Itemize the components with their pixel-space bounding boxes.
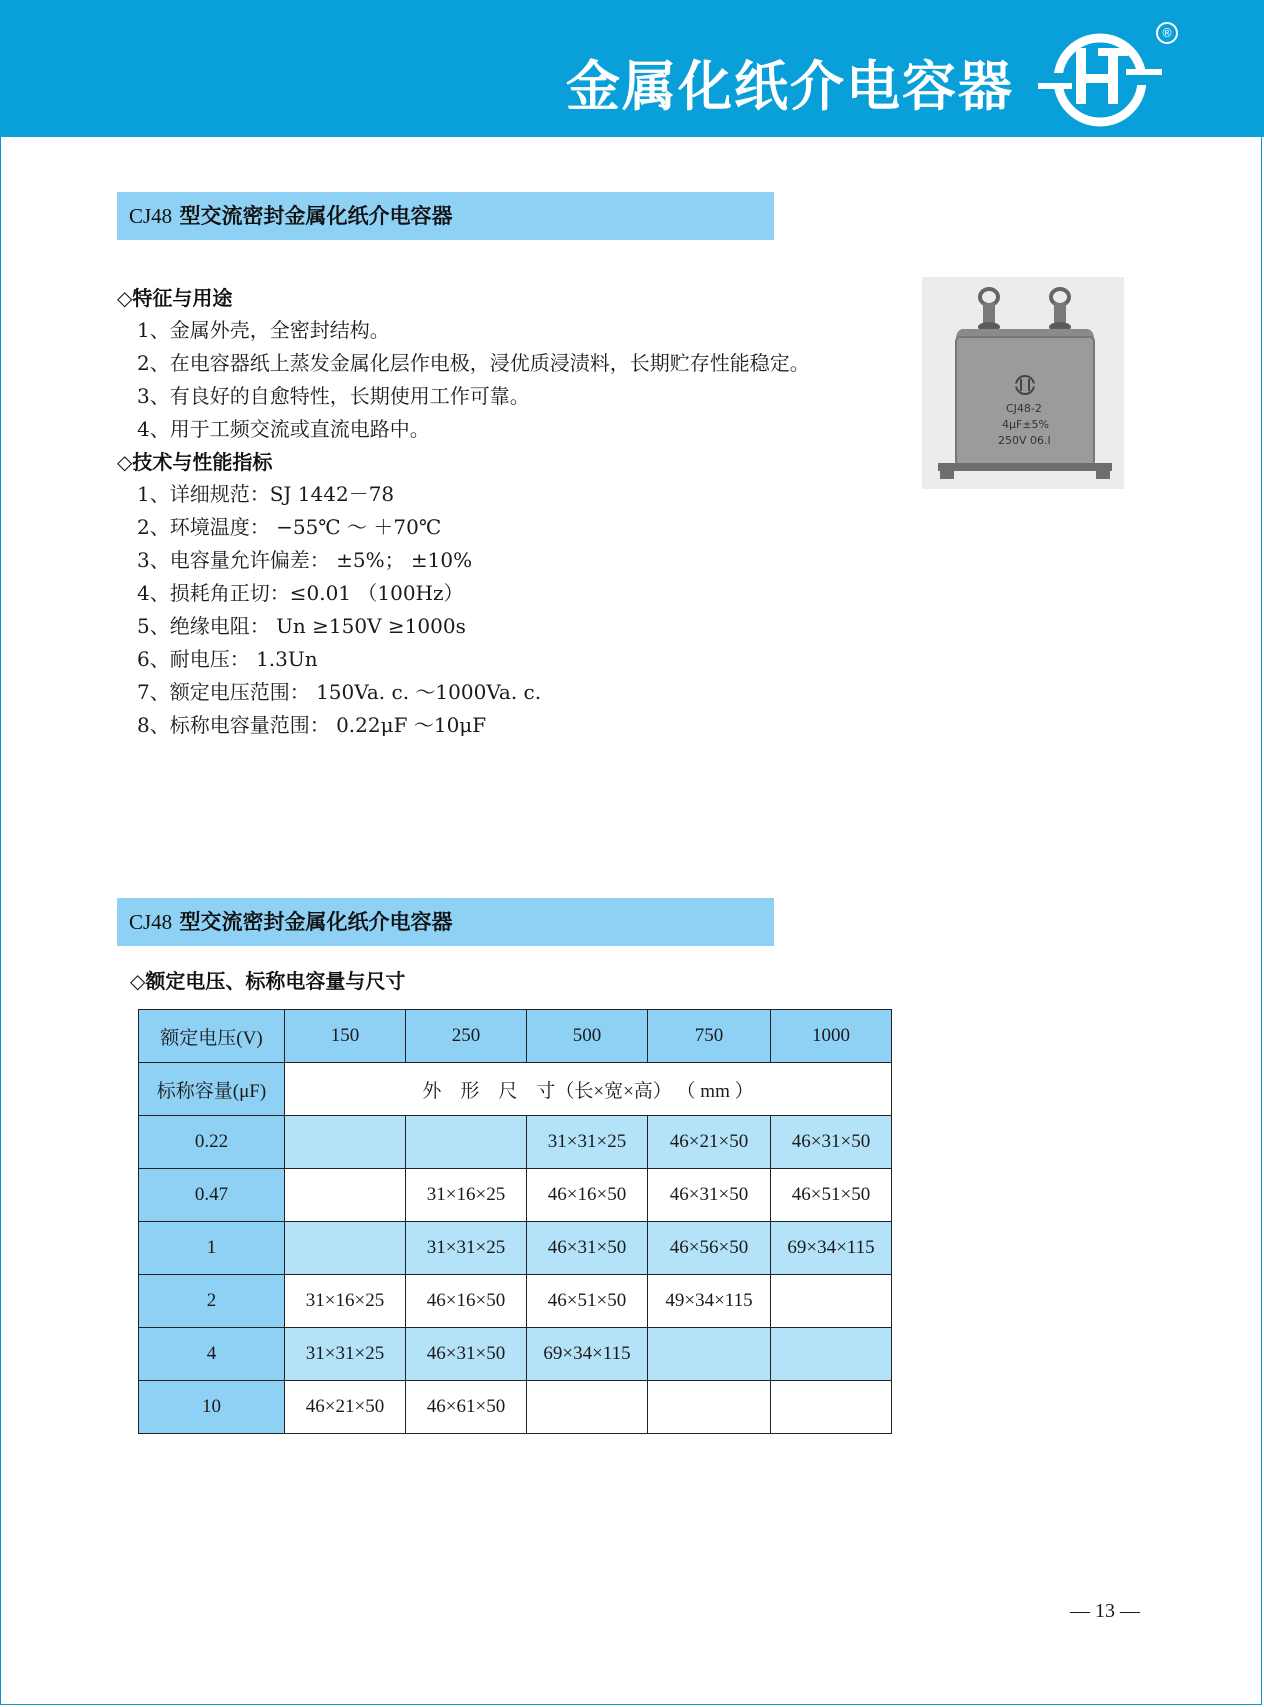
- dimension-cell: 46×21×50: [648, 1116, 771, 1169]
- dimension-cell: 31×31×25: [527, 1116, 648, 1169]
- capacity-header-row: [139, 1063, 892, 1116]
- table-row: [139, 1381, 892, 1434]
- dimension-cell: 31×16×25: [285, 1275, 406, 1328]
- dimension-cell: [527, 1381, 648, 1434]
- table-heading: ◇额定电压、标称电容量与尺寸: [130, 969, 406, 993]
- section-title-bar: [117, 192, 774, 240]
- dimension-cell: [771, 1381, 892, 1434]
- section-title: 型交流密封金属化纸介电容器: [179, 204, 453, 228]
- specs-heading: ◇技术与性能指标: [117, 450, 273, 474]
- dimension-cell: 31×31×25: [285, 1328, 406, 1381]
- capacity-cell: 4: [139, 1328, 285, 1381]
- features-heading: ◇特征与用途: [117, 286, 233, 310]
- dimension-cell: [771, 1328, 892, 1381]
- spec-item: 4、损耗角正切：≤0.01 （100Hz）: [137, 581, 464, 605]
- feature-item: 4、用于工频交流或直流电路中。: [137, 417, 430, 441]
- spec-item: 2、环境温度： −55℃ ～ ＋70℃: [137, 515, 442, 539]
- capacity-cell: 0.22: [139, 1116, 285, 1169]
- voltage-cell: 750: [648, 1010, 771, 1063]
- spec-item: 6、耐电压： 1.3Un: [137, 647, 318, 671]
- capacity-cell: 1: [139, 1222, 285, 1275]
- dimension-cell: [648, 1381, 771, 1434]
- spec-item: 3、电容量允许偏差： ±5%； ±10%: [137, 548, 473, 572]
- capacity-cell: 2: [139, 1275, 285, 1328]
- dimension-cell: [285, 1222, 406, 1275]
- dimension-cell: 46×21×50: [285, 1381, 406, 1434]
- table-row: [139, 1116, 892, 1169]
- dimension-cell: 46×51×50: [527, 1275, 648, 1328]
- dimension-cell: 46×31×50: [771, 1116, 892, 1169]
- voltage-cell: 1000: [771, 1010, 892, 1063]
- section-title-bar: [117, 898, 774, 946]
- dimension-cell: 46×16×50: [527, 1169, 648, 1222]
- feature-item: 3、有良好的自愈特性，长期使用工作可靠。: [137, 384, 530, 408]
- photo-label-rating: 250V 06.Ⅰ: [998, 434, 1051, 447]
- dimension-cell: [406, 1116, 527, 1169]
- registered-mark: ®: [1156, 22, 1178, 44]
- photo-label-value: 4μF±5%: [1002, 418, 1049, 431]
- header-title: 金属化纸介电容器: [566, 55, 1014, 118]
- dimension-cell: [648, 1328, 771, 1381]
- page-header: [0, 0, 1264, 137]
- capacity-label: 标称容量(μF): [139, 1063, 285, 1116]
- spec-item: 1、详细规范：SJ 1442－78: [137, 482, 395, 506]
- capacity-cell: 10: [139, 1381, 285, 1434]
- dimension-label: 外 形 尺 寸（长×宽×高） （ mm ）: [285, 1063, 892, 1116]
- table-row: [139, 1222, 892, 1275]
- dimension-cell: [285, 1116, 406, 1169]
- dimension-cell: 46×61×50: [406, 1381, 527, 1434]
- table-row: [139, 1169, 892, 1222]
- dimension-cell: 49×34×115: [648, 1275, 771, 1328]
- feature-item: 2、在电容器纸上蒸发金属化层作电极，浸优质浸渍料，长期贮存性能稳定。: [137, 351, 810, 375]
- dimension-cell: 46×51×50: [771, 1169, 892, 1222]
- section-model: CJ48: [129, 910, 173, 934]
- dimension-cell: [771, 1275, 892, 1328]
- section-title: 型交流密封金属化纸介电容器: [179, 910, 453, 934]
- section-model: CJ48: [129, 204, 173, 228]
- dimension-cell: 46×16×50: [406, 1275, 527, 1328]
- voltage-cell: 150: [285, 1010, 406, 1063]
- dimension-cell: 69×34×115: [527, 1328, 648, 1381]
- capacity-cell: 0.47: [139, 1169, 285, 1222]
- voltage-row: [139, 1010, 892, 1063]
- page-number: — 13 —: [1070, 1600, 1140, 1622]
- voltage-label: 额定电压(V): [139, 1010, 285, 1063]
- photo-label-model: CJ48-2: [1006, 402, 1042, 415]
- dimension-table: [138, 1009, 892, 1434]
- table-row: [139, 1328, 892, 1381]
- dimension-cell: 69×34×115: [771, 1222, 892, 1275]
- dimension-cell: [285, 1169, 406, 1222]
- dimension-cell: 46×31×50: [527, 1222, 648, 1275]
- spec-item: 8、标称电容量范围： 0.22μF ～10μF: [137, 713, 487, 737]
- dimension-cell: 31×16×25: [406, 1169, 527, 1222]
- dimension-cell: 46×56×50: [648, 1222, 771, 1275]
- dimension-cell: 31×31×25: [406, 1222, 527, 1275]
- spec-item: 5、绝缘电阻： Un ≥150V ≥1000s: [137, 614, 466, 638]
- feature-item: 1、金属外壳，全密封结构。: [137, 318, 390, 342]
- dimension-cell: 46×31×50: [648, 1169, 771, 1222]
- capacitor-photo: [922, 277, 1124, 489]
- dimension-cell: 46×31×50: [406, 1328, 527, 1381]
- spec-item: 7、额定电压范围： 150Va. c. ～1000Va. c.: [137, 680, 542, 704]
- brand-logo: [1038, 22, 1178, 128]
- voltage-cell: 250: [406, 1010, 527, 1063]
- voltage-cell: 500: [527, 1010, 648, 1063]
- table-row: [139, 1275, 892, 1328]
